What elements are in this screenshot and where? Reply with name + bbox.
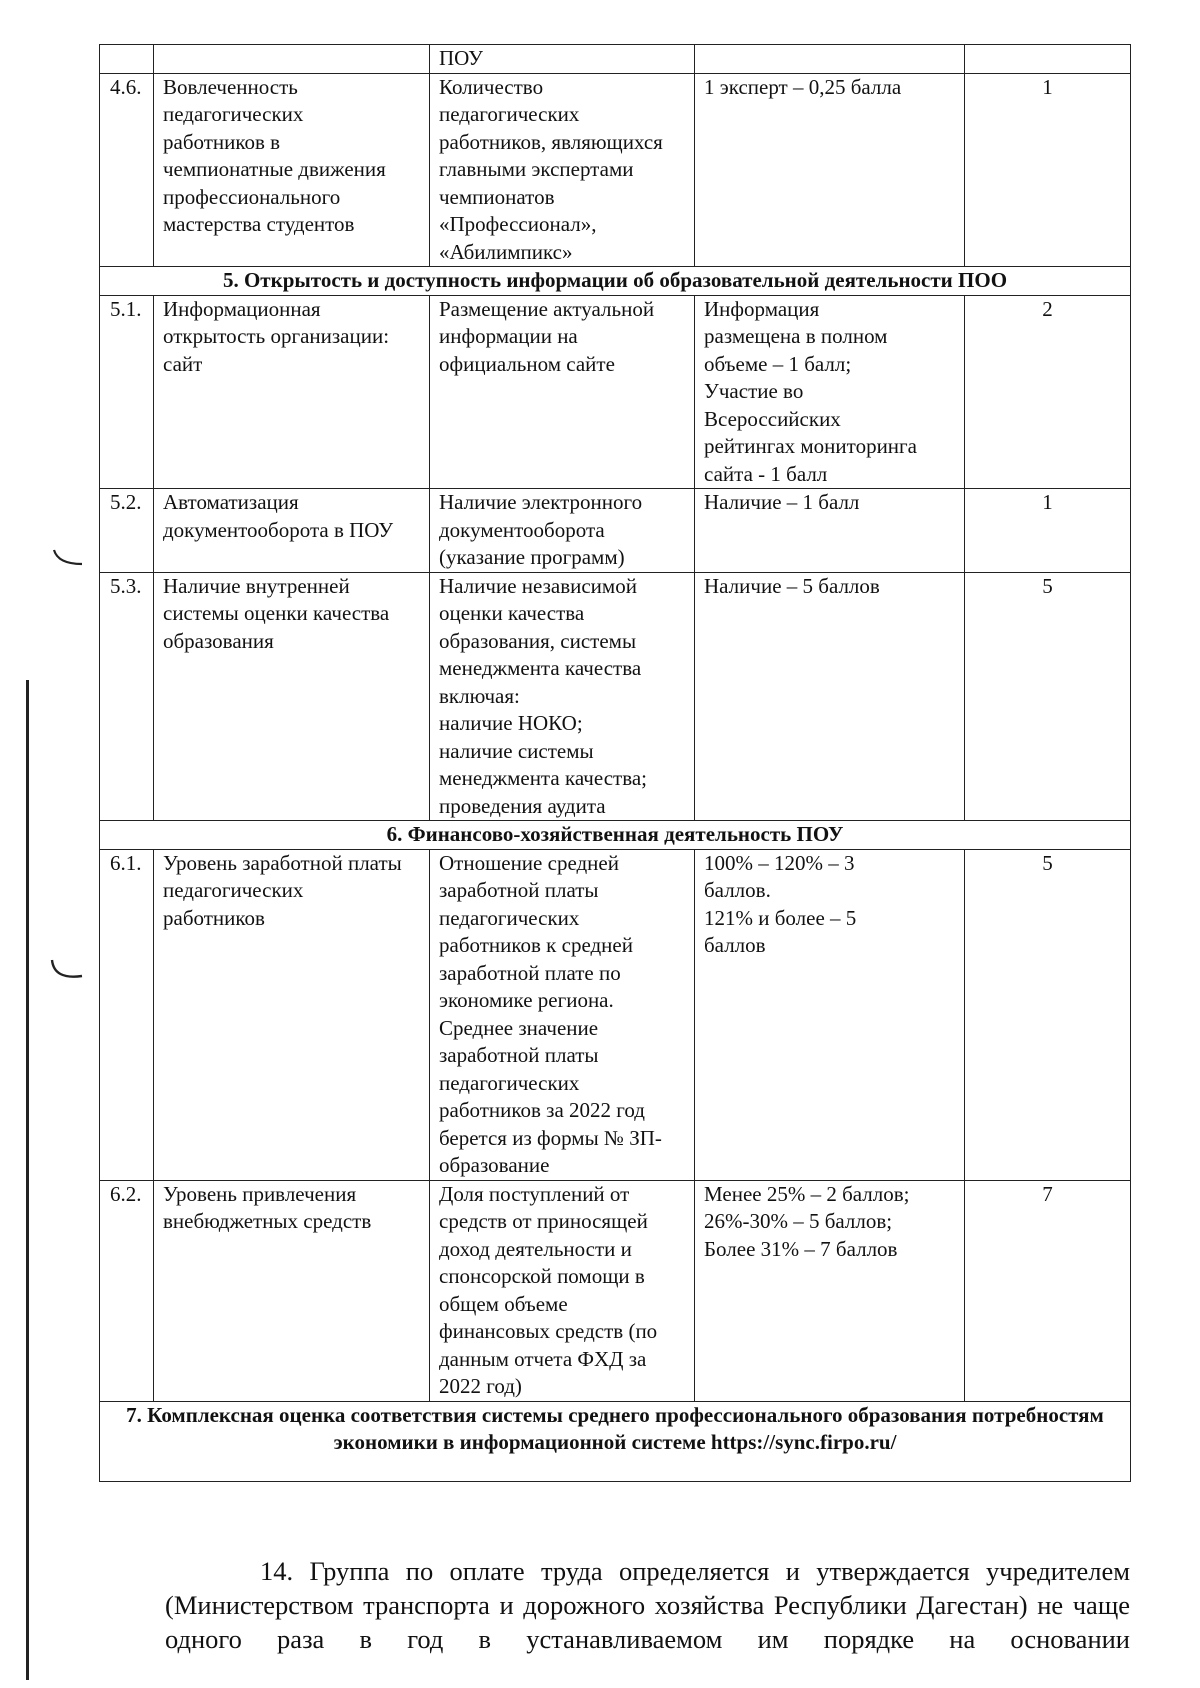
section-title: 5. Открытость и доступность информации об образовательной деятельности ПОО: [100, 267, 1131, 296]
binding-mark: [50, 958, 86, 984]
table-row: [100, 45, 1131, 74]
criterion-cell: Размещение актуальной информации на официальном сайте: [430, 295, 695, 489]
indicator-cell: Вовлеченность педагогических работников в чемпионатные движения профессионального мастерства студентов: [154, 73, 430, 267]
scoring-cell: 1 эксперт – 0,25 балла: [695, 73, 965, 267]
row-number: 4.6.: [100, 73, 154, 267]
criterion-cell: Наличие независимой оценки качества образования, системы менеджмента качества включая: наличие НОКО; наличие системы менеджмента качества; проведения аудита: [430, 572, 695, 821]
max-score-cell: 1: [965, 489, 1131, 573]
max-score-cell: 2: [965, 295, 1131, 489]
scan-edge-line: [26, 680, 29, 1680]
row-number: 6.1.: [100, 849, 154, 1180]
scoring-cell: Менее 25% – 2 баллов; 26%-30% – 5 баллов; Более 31% – 7 баллов: [695, 1180, 965, 1401]
max-score-cell: 1: [965, 73, 1131, 267]
max-score-cell: 7: [965, 1180, 1131, 1401]
row-number: 5.2.: [100, 489, 154, 573]
scoring-cell: Информация размещена в полном объеме – 1 балл; Участие во Всероссийских рейтингах мониторинга сайта - 1 балл: [695, 295, 965, 489]
criterion-cell: ПОУ: [430, 45, 695, 74]
indicator-cell: Автоматизация документооборота в ПОУ: [154, 489, 430, 573]
table-row: [100, 572, 1131, 821]
row-number: 6.2.: [100, 1180, 154, 1401]
indicator-cell: Информационная открытость организации: сайт: [154, 295, 430, 489]
indicator-cell: [154, 45, 430, 74]
section-header-row: [100, 267, 1131, 296]
criterion-cell: Количество педагогических работников, являющихся главными экспертами чемпионатов «Профессионал», «Абилимпикс»: [430, 73, 695, 267]
table-row: [100, 849, 1131, 1180]
indicator-cell: Уровень привлечения внебюджетных средств: [154, 1180, 430, 1401]
binding-mark: [52, 548, 86, 570]
scoring-cell: [695, 45, 965, 74]
row-number: 5.3.: [100, 572, 154, 821]
paragraph-14: 14. Группа по оплате труда определяется и утверждается учредителем (Министерством транспорта и дорожного хозяйства Республики Дагестан) не чаще одного раза в год в устанавливаемом им порядке на основании: [165, 1555, 1130, 1654]
criterion-cell: Доля поступлений от средств от приносящей доход деятельности и спонсорской помощи в общем объеме финансовых средств (по данным отчета ФХД за 2022 год): [430, 1180, 695, 1401]
scoring-cell: Наличие – 1 балл: [695, 489, 965, 573]
criterion-cell: Наличие электронного документооборота (указание программ): [430, 489, 695, 573]
section-title: 6. Финансово-хозяйственная деятельность ПОУ: [100, 821, 1131, 850]
row-number: [100, 45, 154, 74]
section-title: 7. Комплексная оценка соответствия системы среднего профессионального образования потребностям экономики в информационной системе https://sync.firpo.ru/: [100, 1401, 1131, 1481]
criterion-cell: Отношение средней заработной платы педагогических работников к средней заработной плате по экономике региона. Среднее значение заработной платы педагогических работников за 2022 год берется из формы № ЗП- образование: [430, 849, 695, 1180]
max-score-cell: 5: [965, 572, 1131, 821]
indicator-cell: Уровень заработной платы педагогических работников: [154, 849, 430, 1180]
scoring-cell: 100% – 120% – 3 баллов. 121% и более – 5 баллов: [695, 849, 965, 1180]
section-header-row: [100, 821, 1131, 850]
max-score-cell: 5: [965, 849, 1131, 1180]
table-row: [100, 489, 1131, 573]
indicator-cell: Наличие внутренней системы оценки качества образования: [154, 572, 430, 821]
scoring-cell: Наличие – 5 баллов: [695, 572, 965, 821]
table-row: [100, 1180, 1131, 1401]
criteria-table: [99, 44, 1131, 1482]
row-number: 5.1.: [100, 295, 154, 489]
criteria-table-body: [100, 45, 1131, 1482]
table-row: [100, 295, 1131, 489]
max-score-cell: [965, 45, 1131, 74]
section-header-row: [100, 1401, 1131, 1481]
table-row: [100, 73, 1131, 267]
